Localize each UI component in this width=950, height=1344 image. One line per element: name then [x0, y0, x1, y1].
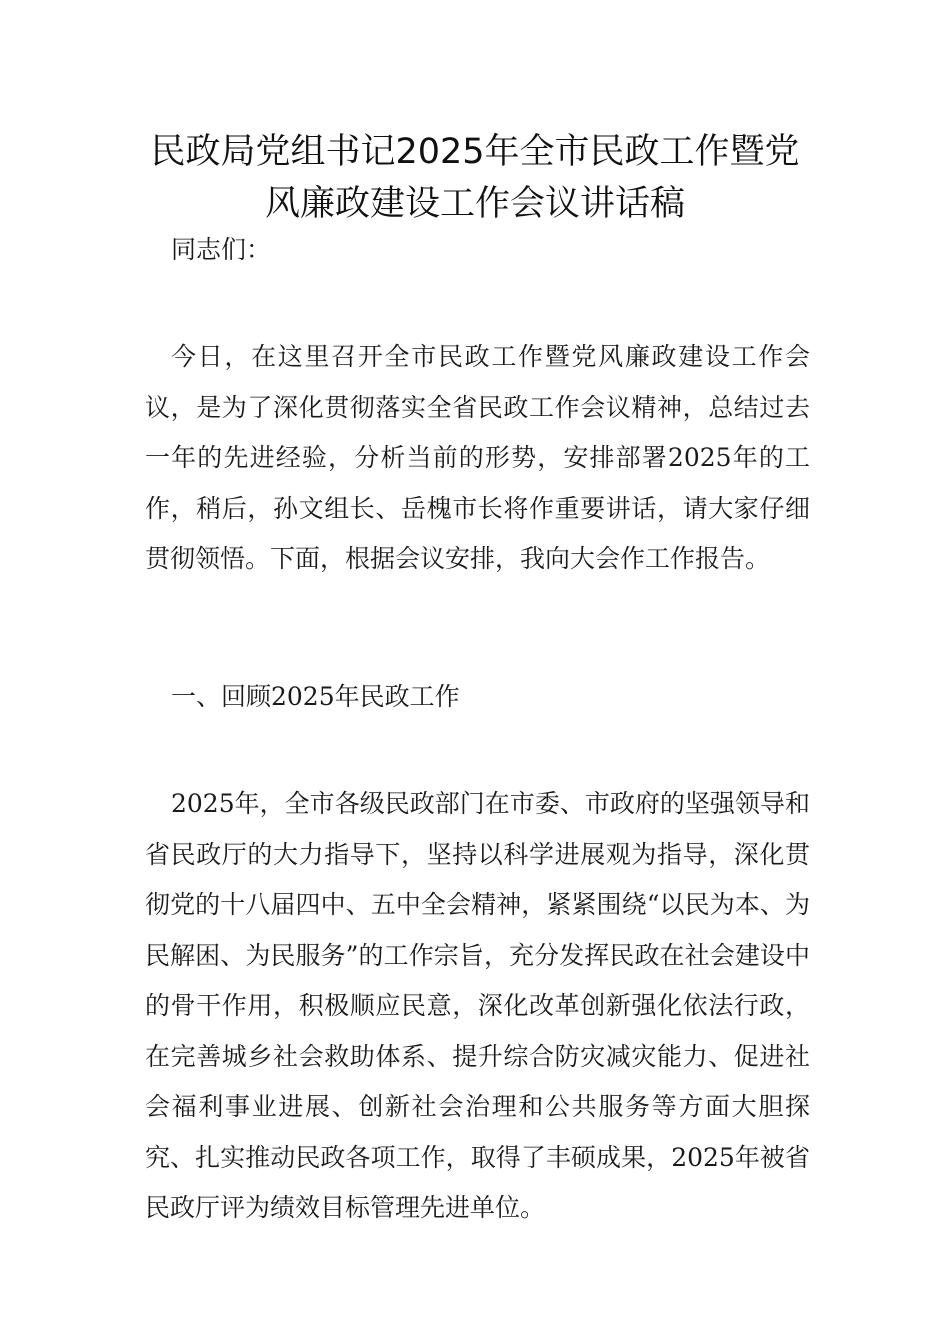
- salutation: 同志们：: [171, 235, 272, 264]
- title-line-2: 风廉政建设工作会议讲话稿: [264, 184, 685, 224]
- title-line-1: 民政局党组书记2025年全市民政工作暨党: [150, 132, 800, 172]
- section-heading-review: 一、回顾2025年民政工作: [171, 682, 460, 711]
- paragraph-review: 2025年，全市各级民政部门在市委、市政府的坚强领导和省民政厅的大力指导下，坚持以科学进展观为指导，深化贯彻党的十八届四中、五中全会精神，紧紧围绕“以民为本、为民解困、为民服务”的工作宗旨，充分发挥民政在社会建设中的骨干作用，积极顺应民意，深化改革创新强化依法行政，在完善城乡社会救助体系、提升综合防灾减灾能力、促进社会福利事业进展、创新社会治理和公共服务等方面大胆探究、扎实推动民政各项工作，取得了丰硕成果，2025年被省民政厅评为绩效目标管理先进单位。: [145, 789, 810, 1222]
- document-title: [120, 126, 830, 230]
- paragraph-opening: 今日，在这里召开全市民政工作暨党风廉政建设工作会议，是为了深化贯彻落实全省民政工作会议精神，总结过去一年的先进经验，分析当前的形势，安排部署2025年的工作，稍后，孙文组长、岳槐市长将作重要讲话，请大家仔细贯彻领悟。下面，根据会议安排，我向大会作工作报告。: [145, 342, 810, 573]
